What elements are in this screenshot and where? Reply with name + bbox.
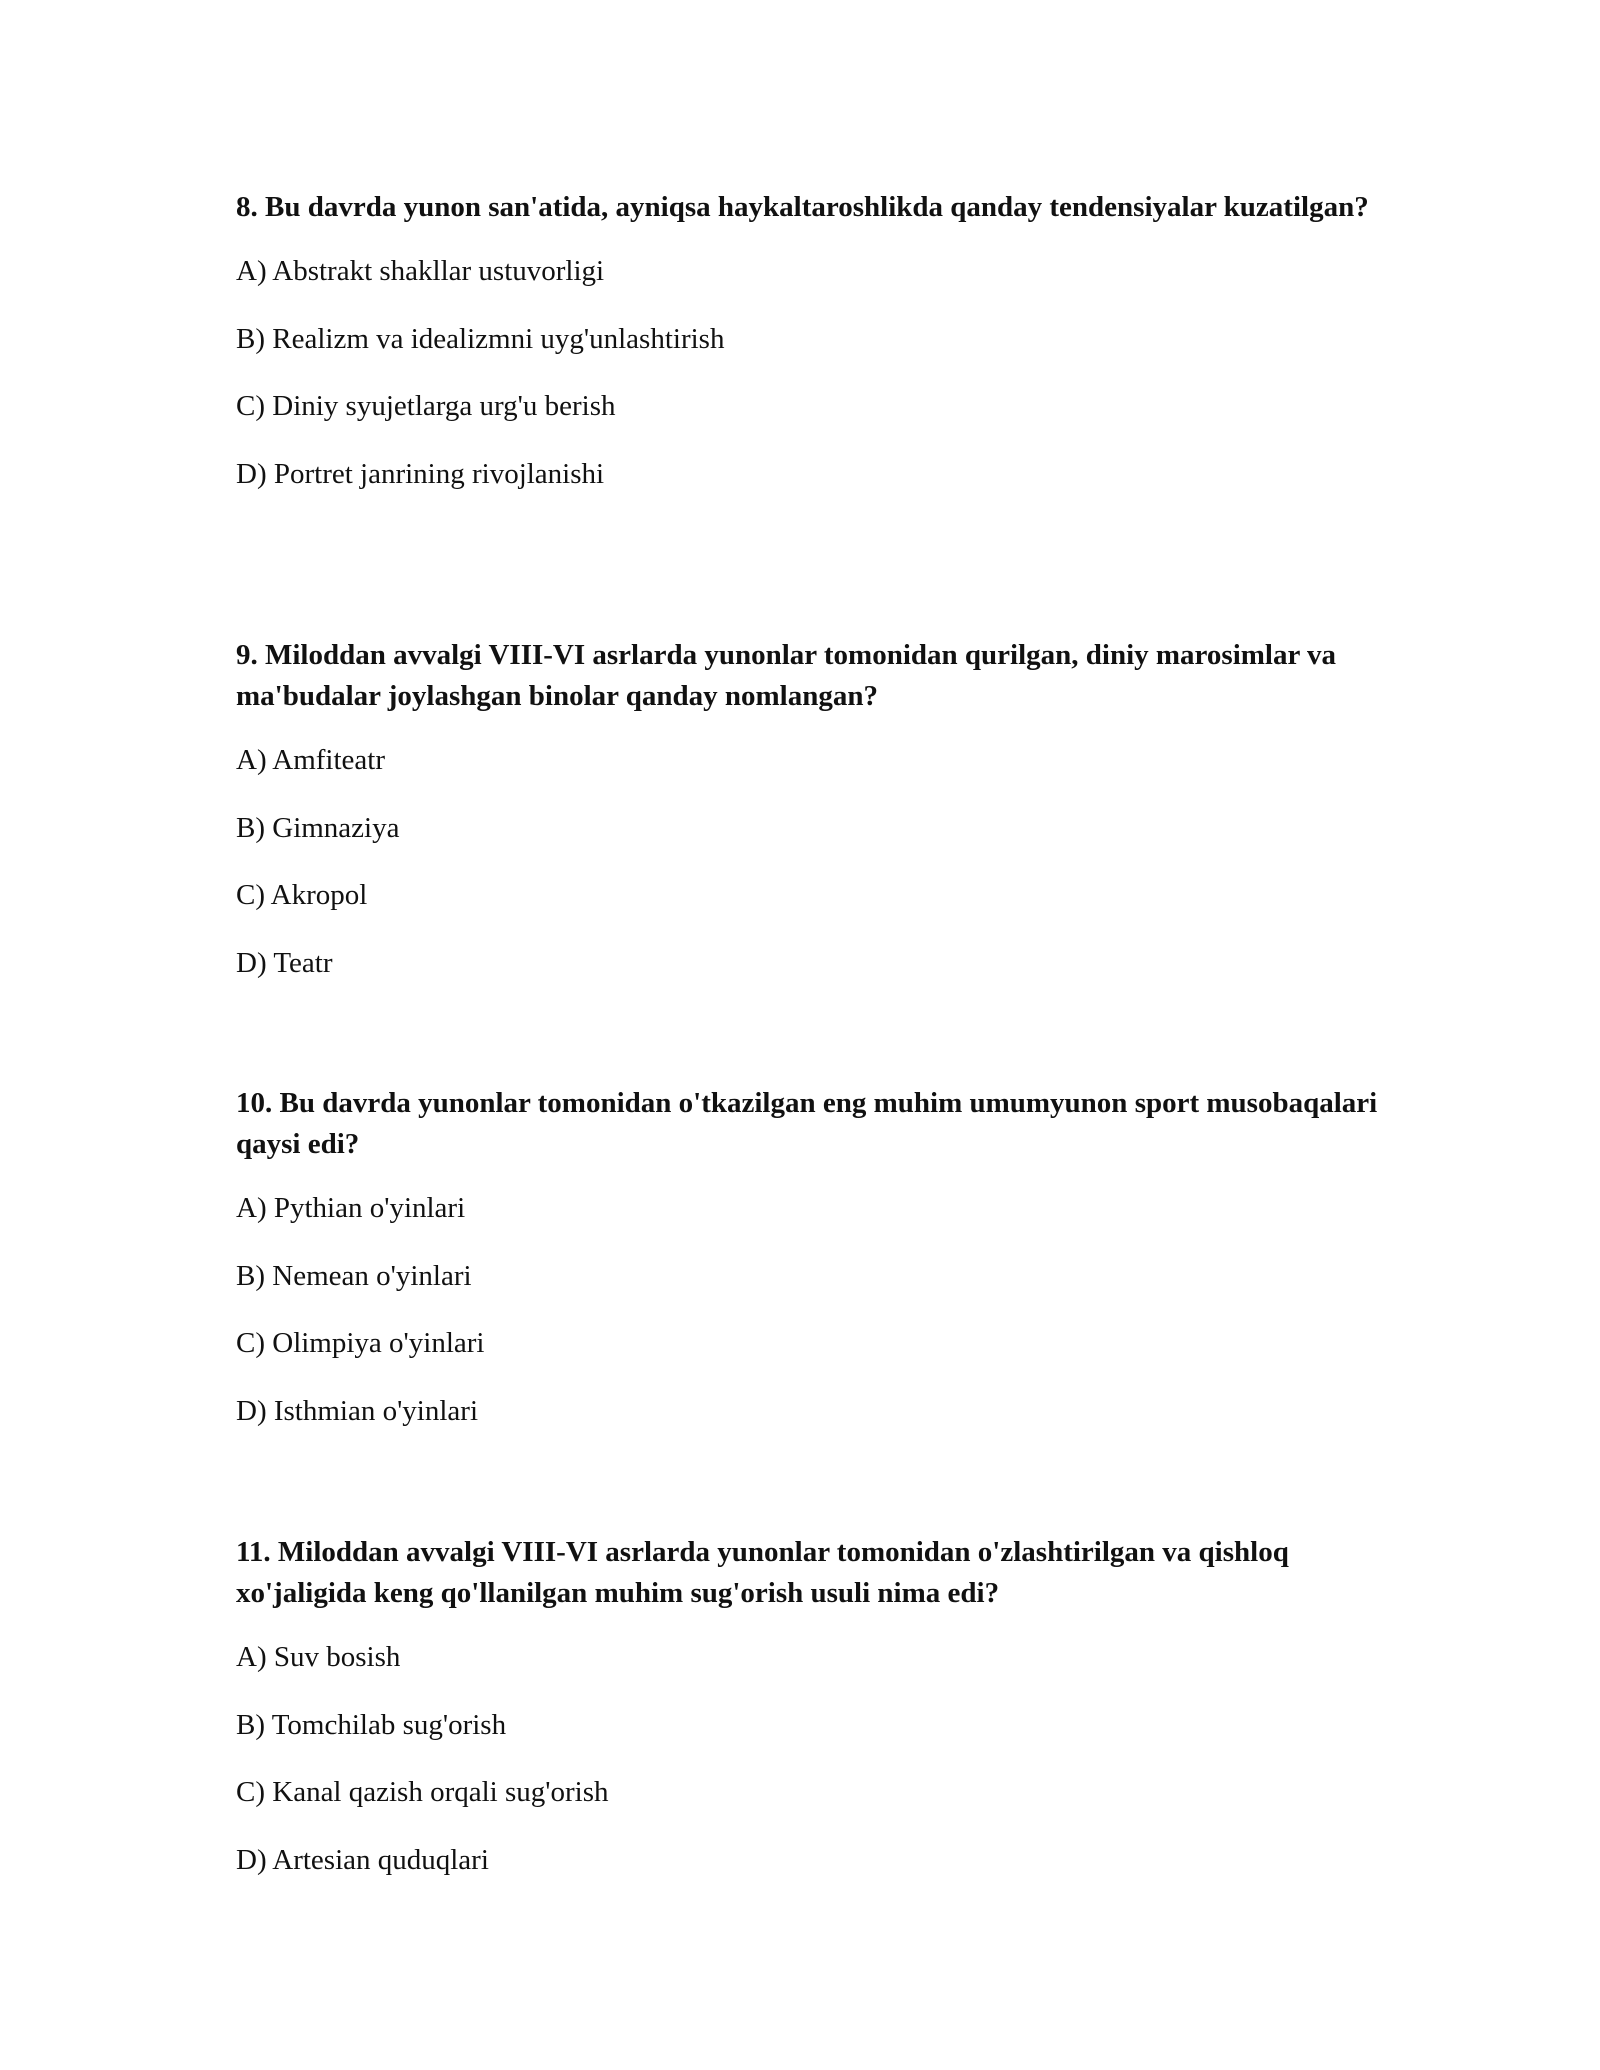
- answer-option-b: B) Tomchilab sug'orish: [236, 1709, 507, 1741]
- answer-option-d: D) Portret janrining rivojlanishi: [236, 458, 605, 490]
- answer-option-d: D) Artesian quduqlari: [236, 1844, 489, 1876]
- answer-option-d: D) Isthmian o'yinlari: [236, 1395, 479, 1427]
- answer-option-a: A) Amfiteatr: [236, 744, 385, 776]
- answer-option-c: C) Kanal qazish orqali sug'orish: [236, 1776, 609, 1808]
- answer-option-a: A) Pythian o'yinlari: [236, 1192, 466, 1224]
- answer-option-b: B) Realizm va idealizmni uyg'unlashtirish: [236, 323, 725, 355]
- question-title: 9. Miloddan avvalgi VIII-VI asrlarda yunonlar tomonidan qurilgan, diniy marosimlar va ma'budalar joylashgan binolar qanday nomlangan?: [236, 639, 1337, 712]
- answer-option-a: A) Suv bosish: [236, 1641, 401, 1673]
- question-10: [236, 1083, 1396, 1427]
- answer-option-c: C) Olimpiya o'yinlari: [236, 1327, 485, 1359]
- answer-option-d: D) Teatr: [236, 947, 333, 979]
- answer-option-c: C) Akropol: [236, 879, 368, 911]
- answer-option-b: B) Gimnaziya: [236, 812, 400, 844]
- question-title: 10. Bu davrda yunonlar tomonidan o'tkazilgan eng muhim umumyunon sport musobaqalari qaysi edi?: [236, 1087, 1378, 1160]
- question-title: 11. Miloddan avvalgi VIII-VI asrlarda yunonlar tomonidan o'zlashtirilgan va qishloq xo'jaligida keng qo'llanilgan muhim sug'orish usuli nima edi?: [236, 1536, 1289, 1609]
- answer-option-a: A) Abstrakt shakllar ustuvorligi: [236, 255, 605, 287]
- question-8: [236, 187, 1396, 490]
- answer-option-c: C) Diniy syujetlarga urg'u berish: [236, 390, 616, 422]
- answer-option-b: B) Nemean o'yinlari: [236, 1260, 472, 1292]
- question-9: [236, 635, 1396, 979]
- question-11: [236, 1532, 1396, 1876]
- question-title: 8. Bu davrda yunon san'atida, ayniqsa haykaltaroshlikda qanday tendensiyalar kuzatilgan?: [236, 191, 1369, 223]
